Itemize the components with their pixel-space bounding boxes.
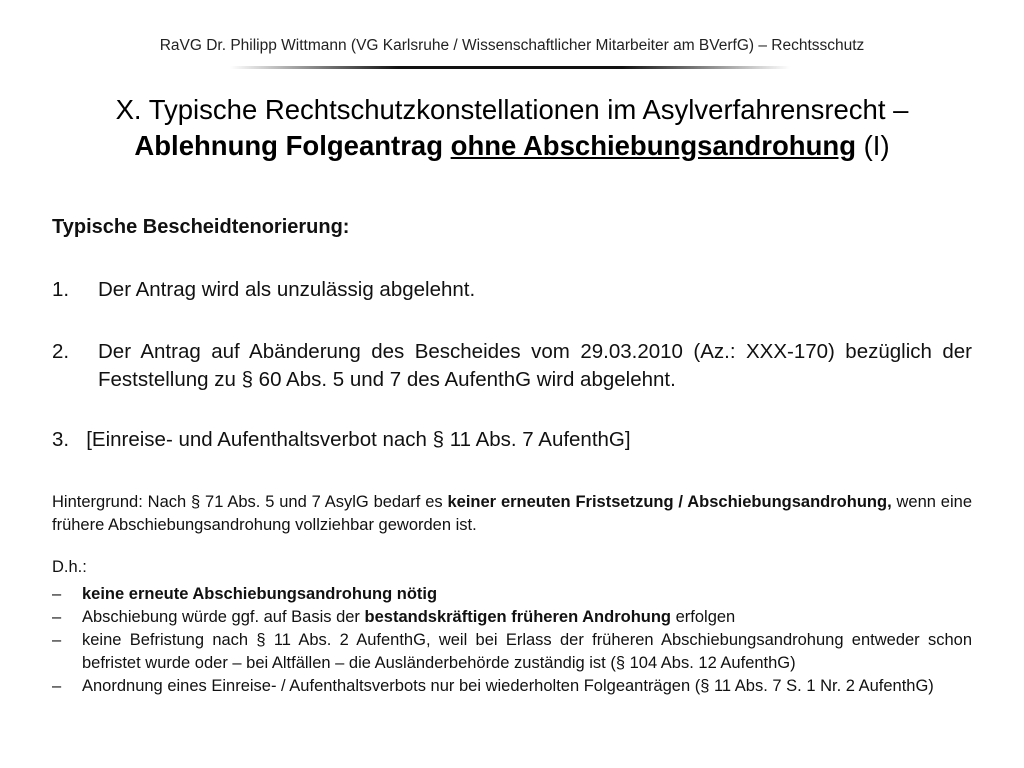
bullet-item-1 — [52, 583, 972, 606]
bullet-text: keine Befristung nach § 11 Abs. 2 AufenthG, weil bei Erlass der früheren Abschiebungsandrohung entweder schon befristet wurde oder – bei Altfällen – die Ausländerbehörde zuständig ist (§ 104 Abs. 12 AufenthG) — [82, 631, 972, 672]
list-number: 1. — [52, 278, 70, 301]
list-item-3 — [52, 428, 631, 452]
list-text: Der Antrag auf Abänderung des Bescheides vom 29.03.2010 (Az.: XXX-170) bezüglich der Feststellung zu § 60 Abs. 5 und 7 des AufenthG wird abgelehnt. — [98, 340, 972, 391]
title-line-2 — [40, 128, 984, 164]
list-item-2 — [52, 338, 972, 394]
hintergrund-paragraph — [52, 491, 972, 537]
slide-header: RaVG Dr. Philipp Wittmann (VG Karlsruhe / Wissenschaftlicher Mitarbeiter am BVerfG) – Rechtsschutz — [159, 37, 865, 54]
hintergrund-bold: keiner erneuten Fristsetzung / Abschiebungsandrohung, — [447, 493, 892, 511]
title-suffix: (I) — [856, 130, 890, 161]
dash-marker: – — [52, 631, 62, 649]
slide-title — [40, 92, 984, 164]
section-heading: Typische Bescheidtenorierung: — [52, 216, 350, 238]
dash-marker: – — [52, 677, 62, 695]
dh-label: D.h.: — [52, 558, 87, 576]
title-underlined-part: ohne Abschiebungsandrohung — [450, 130, 856, 161]
list-item-1 — [52, 276, 972, 304]
hintergrund-lead: Hintergrund: Nach § 71 Abs. 5 und 7 AsylG bedarf es — [52, 493, 448, 511]
title-line-1: X. Typische Rechtschutzkonstellationen im Asylverfahrensrecht – — [115, 94, 909, 125]
list-text: [Einreise- und Aufenthaltsverbot nach § 11 Abs. 7 AufenthG] — [86, 428, 631, 451]
bullet-item-3 — [52, 629, 972, 675]
dash-marker: – — [52, 608, 62, 626]
hintergrund-tail: wenn eine frühere Abschiebungsandrohung vollziehbar geworden ist. — [52, 493, 972, 534]
bullet-text-tail: erfolgen — [671, 608, 736, 626]
bullet-text-bold: bestandskräftigen früheren Androhung — [364, 608, 672, 626]
bullet-list — [52, 583, 972, 698]
header-divider — [230, 66, 790, 69]
bullet-text: Anordnung eines Einreise- / Aufenthaltsverbots nur bei wiederholten Folgeanträgen (§ 11 Abs. 7 S. 1 Nr. 2 AufenthG) — [82, 677, 934, 695]
title-bold-part: Ablehnung Folgeantrag — [134, 130, 451, 161]
bullet-text-lead: Abschiebung würde ggf. auf Basis der — [82, 608, 365, 626]
list-number: 2. — [52, 340, 70, 363]
dash-marker: – — [52, 585, 62, 603]
list-text: Der Antrag wird als unzulässig abgelehnt. — [98, 278, 476, 301]
list-number: 3. — [52, 428, 70, 451]
bullet-item-2 — [52, 606, 972, 629]
bullet-text: keine erneute Abschiebungsandrohung nötig — [82, 585, 438, 603]
bullet-item-4 — [52, 675, 972, 698]
